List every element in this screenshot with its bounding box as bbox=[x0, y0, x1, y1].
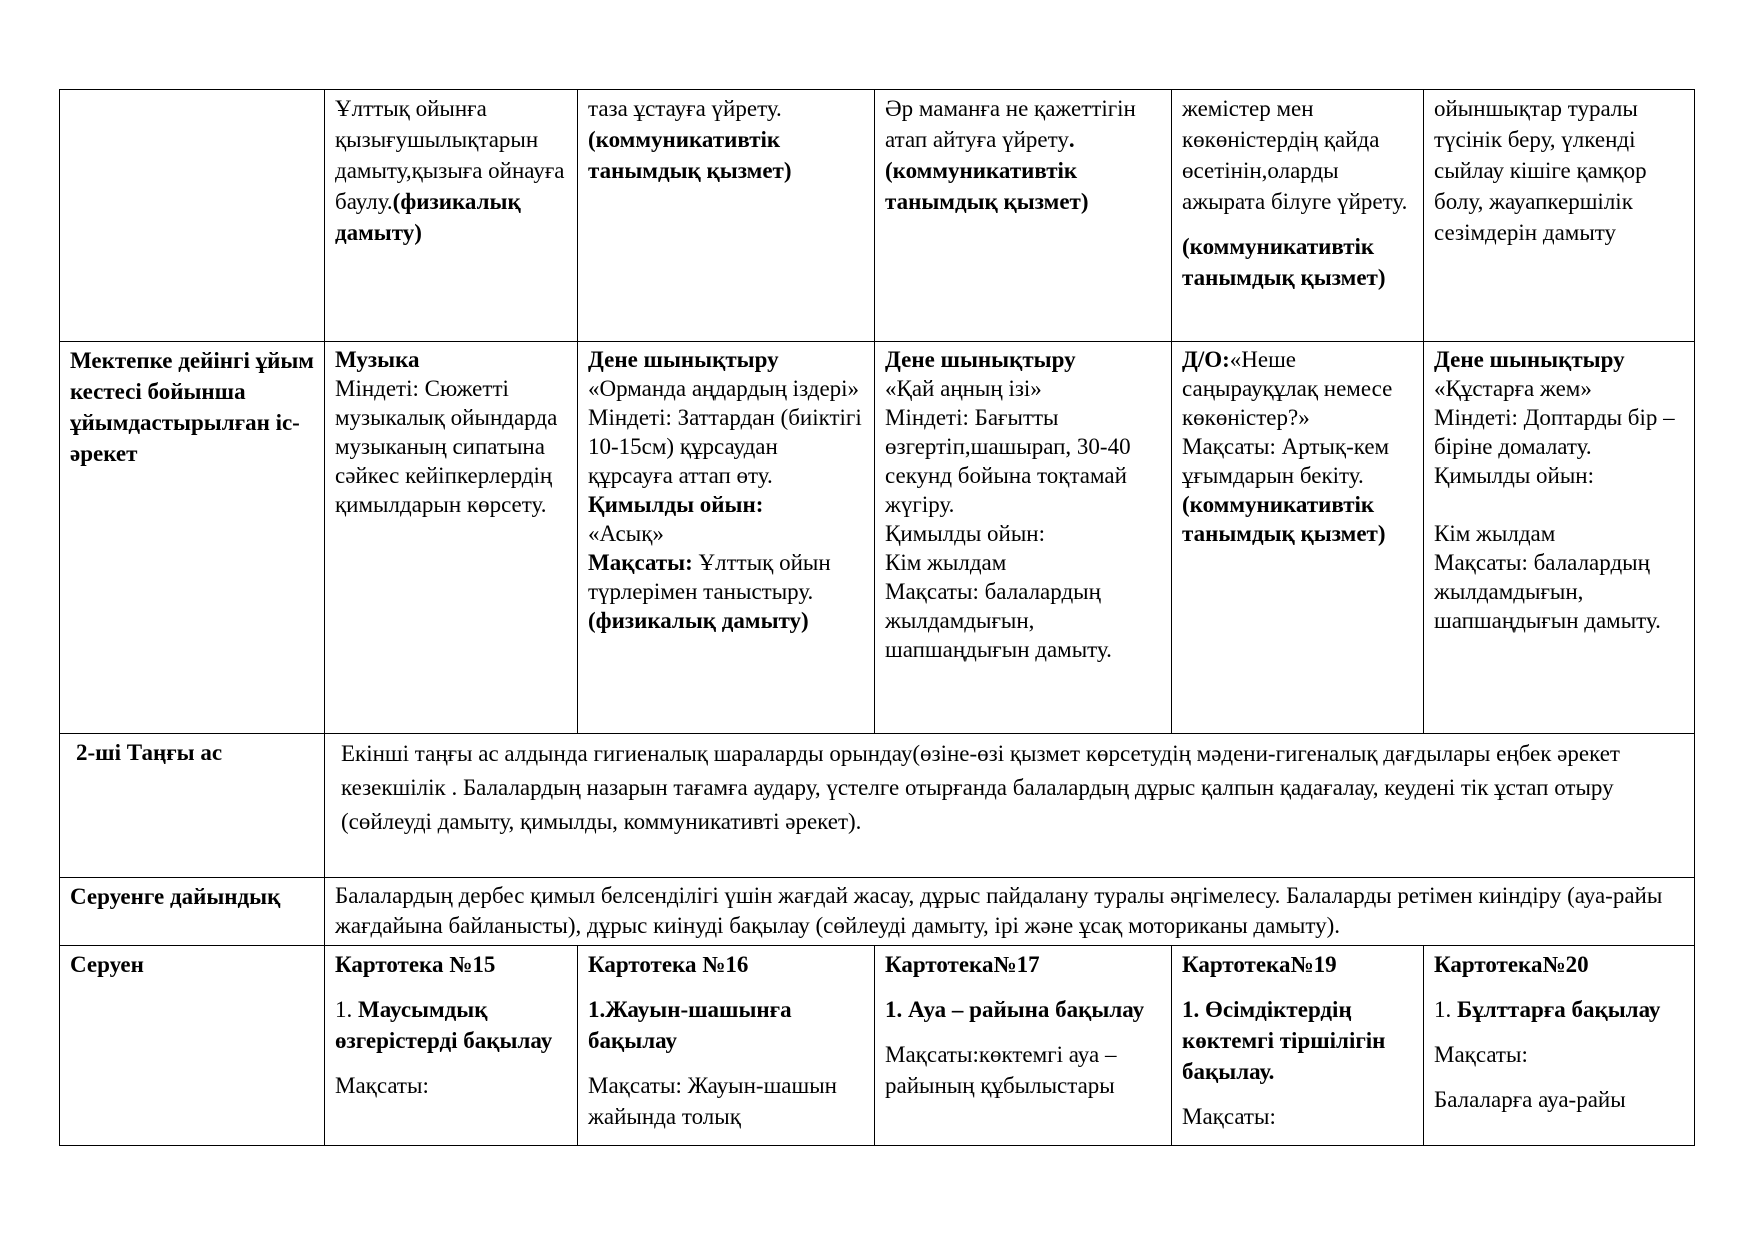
cell-bold-text: (коммуникативтік танымдық қызмет) bbox=[1182, 492, 1386, 546]
cell-r5-c2 bbox=[578, 946, 875, 1146]
cell-r2-c5 bbox=[1424, 342, 1695, 734]
cell-text: Міндеті: Доптарды бір –біріне домалату. bbox=[1434, 405, 1675, 459]
cell-r2-c3 bbox=[875, 342, 1172, 734]
cell-subtitle: Мақсаты: bbox=[588, 550, 693, 575]
cell-text: Мақсаты: bbox=[1434, 1042, 1528, 1067]
cell-r5-c3 bbox=[875, 946, 1172, 1146]
row-label-organized-activity: Мектепке дейінгі ұйым кестесі бойынша ұйымдастырылған іс-әрекет bbox=[60, 342, 325, 734]
cell-text: ойыншықтар туралы түсінік беру, үлкенді сыйлау кішіге қамқор болу, жауапкершілік сезімдерін дамыту bbox=[1434, 96, 1647, 245]
row-label-walk: Серуен bbox=[60, 946, 325, 1146]
observation-title: 1. Ауа – райына бақылау bbox=[885, 997, 1145, 1022]
cell-text: Әр маманға не қажеттігін атап айтуға үйрету bbox=[885, 96, 1136, 152]
card-number: Картотека №15 bbox=[335, 952, 496, 977]
cell-text: Ұлттық ойын түрлерімен таныстыру. bbox=[588, 550, 831, 604]
row-label-walk-prep: Серуенге дайындық bbox=[60, 878, 325, 946]
card-number: Картотека№19 bbox=[1182, 952, 1337, 977]
cell-title: Дене шынықтыру bbox=[1434, 347, 1625, 372]
cell-text: Мақсаты: bbox=[335, 1073, 429, 1098]
observation-title: 1.Жауын-шашынға бақылау bbox=[588, 997, 792, 1053]
cell-text: жемістер мен көкөністердің қайда өсетінін,оларды ажырата білуге үйрету. bbox=[1182, 96, 1408, 214]
row-label-second-breakfast: 2-ші Таңғы ас bbox=[60, 734, 325, 878]
card-number: Картотека№17 bbox=[885, 952, 1040, 977]
cell-text: Мақсаты:көктемгі ауа – райының құбылыстары bbox=[885, 1042, 1117, 1098]
cell-text: Міндеті: Бағытты өзгертіп,шашырап, 30-40 секунд бойына тоқтамай жүгіру. bbox=[885, 405, 1131, 517]
cell-text: Кім жылдам bbox=[1434, 521, 1556, 546]
cell-text: Кім жылдам bbox=[885, 550, 1007, 575]
cell-r3-text: Екінші таңғы ас алдында гигиеналық шараларды орындау(өзіне-өзі қызмет көрсетудің мәдени-гигеналық дағдылары еңбек әрекет кезекшілік . Балалардың назарын тағамға аудару, үстелге отырғанда балалардың дұрыс қалпын қадағалау, кеудені тік ұстап отыру (сөйлеуді дамыту, қимылды, коммуникативті әрекет). bbox=[325, 734, 1695, 878]
cell-text: 1. bbox=[335, 997, 358, 1022]
cell-r1-c2 bbox=[578, 90, 875, 342]
cell-text: «Қай аңның ізі» bbox=[885, 376, 1042, 401]
cell-title: Музыка bbox=[335, 347, 420, 372]
cell-text: Міндеті: Заттардан (биіктігі 10-15см) құрсаудан құрсауға аттап өту. bbox=[588, 405, 862, 488]
cell-text: Қимылды ойын: bbox=[1434, 463, 1595, 488]
card-number: Картотека№20 bbox=[1434, 952, 1589, 977]
table-row bbox=[60, 946, 1695, 1146]
cell-text: «Асық» bbox=[588, 521, 664, 546]
cell-text: Мақсаты: балалардың жылдамдығын, шапшаңдығын дамыту. bbox=[885, 579, 1112, 662]
cell-r5-c5 bbox=[1424, 946, 1695, 1146]
table-row bbox=[60, 342, 1695, 734]
cell-r2-c4 bbox=[1172, 342, 1424, 734]
cell-r1-c4 bbox=[1172, 90, 1424, 342]
cell-r1-c5 bbox=[1424, 90, 1695, 342]
table-row bbox=[60, 734, 1695, 878]
cell-text: Қимылды ойын: bbox=[885, 521, 1046, 546]
observation-title: Маусымдық өзгерістерді бақылау bbox=[335, 997, 553, 1053]
cell-bold-text: (коммуникативтік танымдық қызмет) bbox=[588, 127, 792, 183]
cell-text: Мақсаты: Жауын-шашын жайында толық bbox=[588, 1073, 837, 1129]
cell-text: Балаларға ауа-райы bbox=[1434, 1087, 1626, 1112]
cell-r2-c1 bbox=[325, 342, 578, 734]
cell-subtitle: Қимылды ойын: bbox=[588, 492, 764, 517]
cell-r5-c1 bbox=[325, 946, 578, 1146]
table-row bbox=[60, 90, 1695, 342]
card-number: Картотека №16 bbox=[588, 952, 749, 977]
row-label-empty bbox=[60, 90, 325, 342]
cell-text: Мақсаты: bbox=[1182, 1104, 1276, 1129]
cell-r5-c4 bbox=[1172, 946, 1424, 1146]
cell-text: Ұлттық ойынға қызығушылықтарын дамыту,қызыға ойнауға баулу. bbox=[335, 96, 565, 214]
cell-text: таза ұстауға үйрету. bbox=[588, 96, 782, 121]
cell-r2-c2 bbox=[578, 342, 875, 734]
cell-title: Д/О: bbox=[1182, 347, 1230, 372]
cell-text: «Құстарға жем» bbox=[1434, 376, 1592, 401]
cell-title: Дене шынықтыру bbox=[588, 347, 779, 372]
cell-r1-c1 bbox=[325, 90, 578, 342]
cell-text: Мақсаты: Артық-кем ұғымдарын бекіту. bbox=[1182, 434, 1390, 488]
cell-bold-text: .(коммуникативтік танымдық қызмет) bbox=[885, 127, 1089, 214]
cell-text: Мақсаты: балалардың жылдамдығын, шапшаңдығын дамыту. bbox=[1434, 550, 1661, 633]
cell-title: Дене шынықтыру bbox=[885, 347, 1076, 372]
cell-bold-text: (физикалық дамыту) bbox=[588, 608, 809, 633]
cell-text: 1. bbox=[1434, 997, 1457, 1022]
cell-text: «Орманда аңдардың іздері» bbox=[588, 376, 860, 401]
cell-text: Міндеті: Сюжетті музыкалық ойындарда музыканың сипатына сәйкес кейіпкерлердің қимылдарын көрсету. bbox=[335, 376, 558, 517]
observation-title: 1. Өсімдіктердің көктемгі тіршілігін бақылау. bbox=[1182, 997, 1386, 1084]
cell-text: «Неше саңырауқұлақ немесе көкөністер?» bbox=[1182, 347, 1393, 430]
cell-bold-text: (физикалық дамыту) bbox=[335, 189, 521, 245]
table-row bbox=[60, 878, 1695, 946]
cell-r4-text: Балалардың дербес қимыл белсенділігі үшін жағдай жасау, дұрыс пайдалану туралы әңгімелесу. Балаларды ретімен киіндіру (ауа-райы жағдайына байланысты), дұрыс киінуді бақылау (сөйлеуді дамыту, ірі және ұсақ моториканы дамыту). bbox=[325, 878, 1695, 946]
lesson-plan-table bbox=[59, 89, 1695, 1146]
cell-r1-c3 bbox=[875, 90, 1172, 342]
cell-bold-text: (коммуникативтік танымдық қызмет) bbox=[1182, 234, 1386, 290]
observation-title: Бұлттарға бақылау bbox=[1457, 997, 1661, 1022]
